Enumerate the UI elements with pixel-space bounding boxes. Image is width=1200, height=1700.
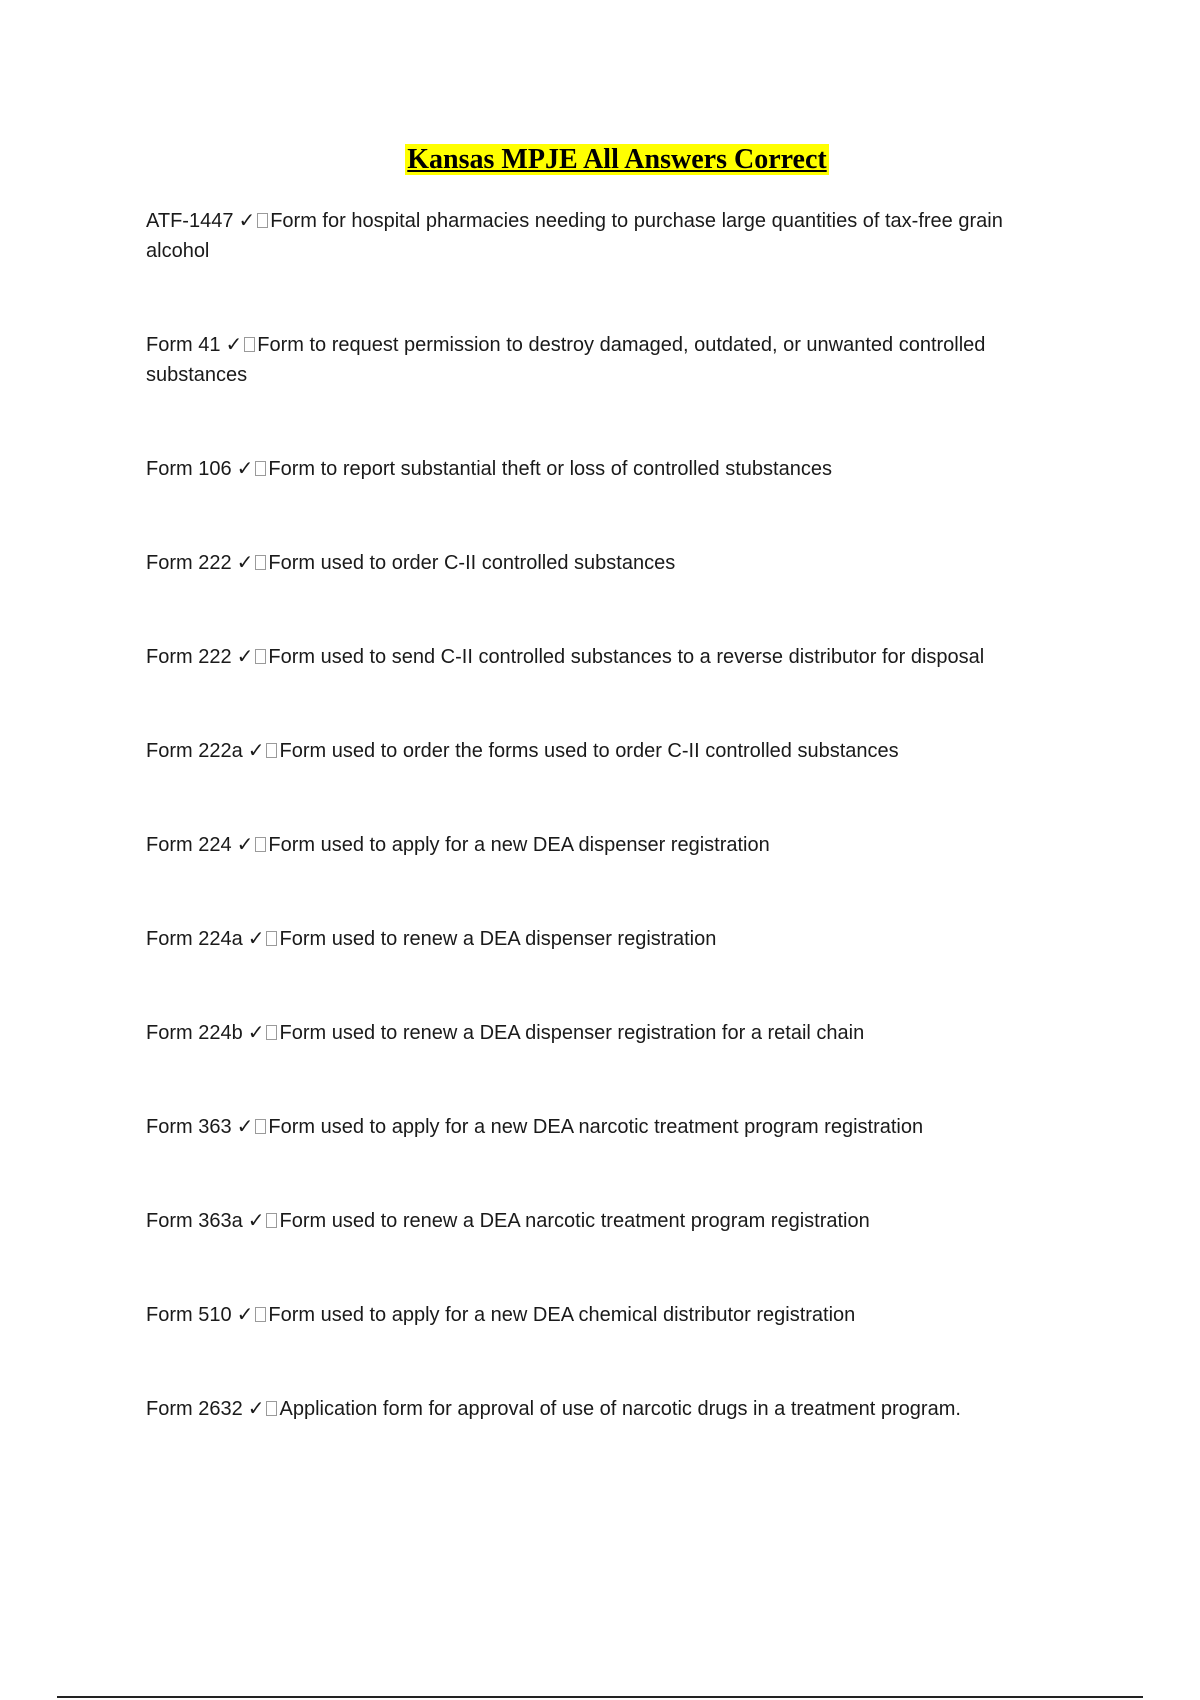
qa-item <box>146 1300 1046 1330</box>
qa-term: Form 222a <box>146 740 243 762</box>
qa-definition: Application form for approval of use of narcotic drugs in a treatment program. <box>279 1398 961 1420</box>
qa-term: Form 222 <box>146 646 232 668</box>
qa-definition: Form used to apply for a new DEA dispenser registration <box>268 834 770 856</box>
box-icon <box>255 461 266 476</box>
check-icon: ✓ <box>236 1304 254 1326</box>
qa-item <box>146 736 1046 766</box>
qa-term: Form 363 <box>146 1116 232 1138</box>
qa-item <box>146 206 1046 266</box>
box-icon <box>244 337 255 352</box>
check-icon: ✓ <box>236 834 254 856</box>
qa-definition: Form used to apply for a new DEA narcotic treatment program registration <box>268 1116 924 1138</box>
check-icon: ✓ <box>247 1022 265 1044</box>
qa-item <box>146 330 1046 390</box>
check-icon: ✓ <box>236 646 254 668</box>
box-icon <box>255 649 266 664</box>
qa-item <box>146 1112 1046 1142</box>
check-icon: ✓ <box>247 1210 265 1232</box>
box-icon <box>266 1025 277 1040</box>
footer-divider <box>57 1696 1143 1698</box>
check-icon: ✓ <box>247 928 265 950</box>
qa-term: Form 224b <box>146 1022 243 1044</box>
check-icon: ✓ <box>236 552 254 574</box>
qa-definition: Form used to renew a DEA dispenser registration <box>279 928 717 950</box>
qa-definition: Form used to renew a DEA dispenser registration for a retail chain <box>279 1022 865 1044</box>
qa-item <box>146 454 1046 484</box>
qa-item <box>146 1206 1046 1236</box>
qa-item <box>146 924 1046 954</box>
page-title: Kansas MPJE All Answers Correct <box>407 144 827 175</box>
box-icon <box>255 1307 266 1322</box>
qa-item <box>146 642 1046 672</box>
check-icon: ✓ <box>238 210 256 232</box>
check-icon: ✓ <box>236 458 254 480</box>
qa-term: Form 2632 <box>146 1398 243 1420</box>
qa-item <box>146 1394 1046 1424</box>
check-icon: ✓ <box>225 334 243 356</box>
box-icon <box>266 743 277 758</box>
box-icon <box>266 931 277 946</box>
qa-list <box>146 206 1046 1424</box>
box-icon <box>257 213 268 228</box>
qa-definition: Form for hospital pharmacies needing to purchase large quantities of tax-free grain alcohol <box>146 210 1003 262</box>
qa-term: Form 224 <box>146 834 232 856</box>
qa-term: ATF-1447 <box>146 210 234 232</box>
qa-term: Form 106 <box>146 458 232 480</box>
qa-definition: Form to request permission to destroy damaged, outdated, or unwanted controlled substances <box>146 334 986 386</box>
box-icon <box>266 1401 277 1416</box>
check-icon: ✓ <box>247 740 265 762</box>
qa-term: Form 41 <box>146 334 221 356</box>
check-icon: ✓ <box>247 1398 265 1420</box>
qa-definition: Form used to renew a DEA narcotic treatment program registration <box>279 1210 870 1232</box>
qa-definition: Form used to order C-II controlled substances <box>268 552 676 574</box>
qa-definition: Form used to send C-II controlled substances to a reverse distributor for disposal <box>268 646 985 668</box>
qa-definition: Form used to apply for a new DEA chemical distributor registration <box>268 1304 856 1326</box>
qa-term: Form 363a <box>146 1210 243 1232</box>
qa-term: Form 224a <box>146 928 243 950</box>
qa-definition: Form to report substantial theft or loss of controlled stubstances <box>268 458 832 480</box>
qa-item <box>146 548 1046 578</box>
box-icon <box>255 1119 266 1134</box>
qa-definition: Form used to order the forms used to order C-II controlled substances <box>279 740 899 762</box>
box-icon <box>255 837 266 852</box>
qa-item <box>146 830 1046 860</box>
box-icon <box>266 1213 277 1228</box>
check-icon: ✓ <box>236 1116 254 1138</box>
qa-item <box>146 1018 1046 1048</box>
qa-term: Form 510 <box>146 1304 232 1326</box>
qa-term: Form 222 <box>146 552 232 574</box>
box-icon <box>255 555 266 570</box>
page-title-container <box>0 144 1200 176</box>
